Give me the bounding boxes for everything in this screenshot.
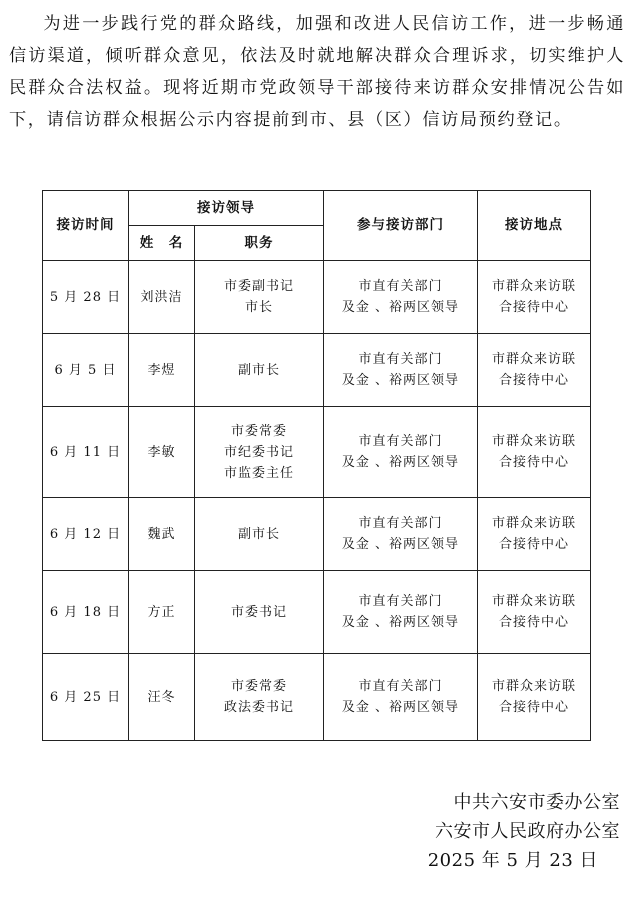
issuer-government-office: 六安市人民政府办公室 (435, 821, 620, 842)
cell-departments: 市直有关部门 及金 、裕两区领导 (324, 571, 478, 654)
cell-location: 市群众来访联 合接待中心 (478, 334, 591, 407)
cell-position: 副市长 (195, 334, 324, 407)
header-location: 接访地点 (478, 191, 591, 261)
table-row (43, 334, 591, 407)
cell-departments: 市直有关部门 及金 、裕两区领导 (324, 334, 478, 407)
reception-schedule-table (42, 190, 591, 741)
header-position: 职务 (195, 226, 324, 261)
signature-block (428, 788, 620, 875)
cell-name: 李敏 (129, 407, 195, 498)
cell-location: 市群众来访联 合接待中心 (478, 407, 591, 498)
cell-departments: 市直有关部门 及金 、裕两区领导 (324, 261, 478, 334)
table-row (43, 407, 591, 498)
cell-position: 市委书记 (195, 571, 324, 654)
cell-position: 市委常委 市纪委书记 市监委主任 (195, 407, 324, 498)
cell-location: 市群众来访联 合接待中心 (478, 571, 591, 654)
cell-departments: 市直有关部门 及金 、裕两区领导 (324, 654, 478, 741)
header-departments: 参与接访部门 (324, 191, 478, 261)
header-name: 姓 名 (129, 226, 195, 261)
cell-position: 市委常委 政法委书记 (195, 654, 324, 741)
issuer-party-office: 中共六安市委办公室 (453, 792, 620, 813)
table-row (43, 261, 591, 334)
table-row (43, 654, 591, 741)
cell-date: 5 月 28 日 (43, 261, 129, 334)
cell-date: 6 月 25 日 (43, 654, 129, 741)
cell-date: 6 月 11 日 (43, 407, 129, 498)
table-row (43, 571, 591, 654)
cell-location: 市群众来访联 合接待中心 (478, 261, 591, 334)
announcement-paragraph: 为进一步践行党的群众路线，加强和改进人民信访工作，进一步畅通信访渠道，倾听群众意见，依法及时就地解决群众合理诉求，切实维护人民群众合法权益。现将近期市党政领导干部接待来访群众安排情况公告如下，请信访群众根据公示内容提前到市、县（区）信访局预约登记。 (9, 14, 625, 130)
cell-name: 魏武 (129, 498, 195, 571)
cell-location: 市群众来访联 合接待中心 (478, 498, 591, 571)
cell-name: 李煜 (129, 334, 195, 407)
cell-departments: 市直有关部门 及金 、裕两区领导 (324, 498, 478, 571)
table-header-row (43, 191, 591, 226)
cell-date: 6 月 12 日 (43, 498, 129, 571)
cell-date: 6 月 5 日 (43, 334, 129, 407)
cell-name: 刘洪洁 (129, 261, 195, 334)
table-row (43, 498, 591, 571)
cell-position: 市委副书记 市长 (195, 261, 324, 334)
cell-location: 市群众来访联 合接待中心 (478, 654, 591, 741)
header-leader-group: 接访领导 (129, 191, 324, 226)
cell-departments: 市直有关部门 及金 、裕两区领导 (324, 407, 478, 498)
cell-position: 副市长 (195, 498, 324, 571)
issue-date: 2025 年 5 月 23 日 (427, 850, 598, 871)
cell-name: 汪冬 (129, 654, 195, 741)
cell-name: 方正 (129, 571, 195, 654)
cell-date: 6 月 18 日 (43, 571, 129, 654)
header-time: 接访时间 (43, 191, 129, 261)
